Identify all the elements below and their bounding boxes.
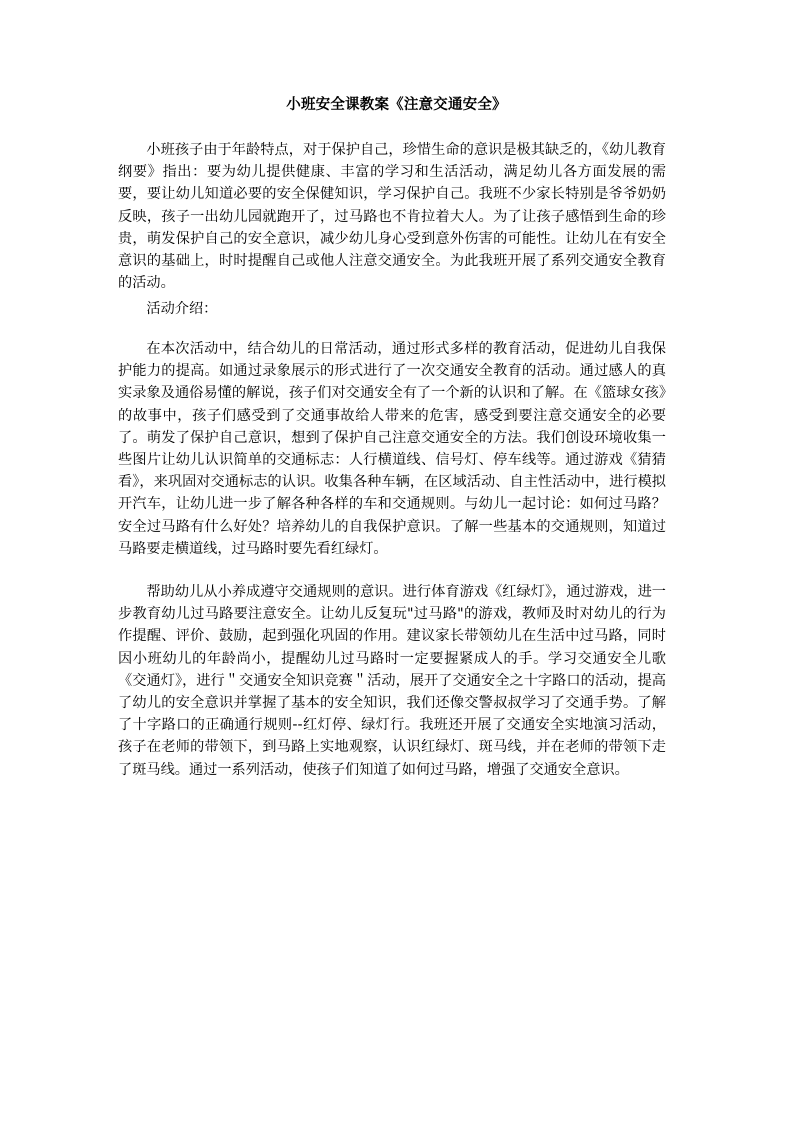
document-title: 小班安全课教案《注意交通安全》 <box>286 97 507 113</box>
paragraph-traffic-rules: 帮助幼儿从小养成遵守交通规则的意识。进行体育游戏《红绿灯》，通过游戏，进一步教育幼儿过马路要注意安全。让幼儿反复玩"过马路"的游戏，教师及时对幼儿的行为作提醒、评价、鼓励，起到强化巩固的作用。建议家长带领幼儿在生活中过马路，同时因小班幼儿的年龄尚小，提醒幼儿过马路时一定要握紧成人的手。学习交通安全儿歌《交通灯》，进行＂交通安全知识竞赛＂活动，展开了交通安全之十字路口的活动，提高了幼儿的安全意识并掌握了基本的安全知识，我们还像交警叔叔学习了交通手势。了解了十字路口的正确通行规则--红灯停、绿灯行。我班还开展了交通安全实地演习活动，孩子在老师的带领下，到马路上实地观察，认识红绿灯、斑马线，并在老师的带领下走了斑马线。通过一系列活动，使孩子们知道了如何过马路，增强了交通安全意识。 <box>118 584 666 778</box>
paragraph-activity-heading: 活动介绍： <box>146 301 218 317</box>
paragraph-intro: 小班孩子由于年龄特点，对于保护自己，珍惜生命的意识是极其缺乏的，《幼儿教育纲要》指出：要为幼儿提供健康、丰富的学习和生活活动，满足幼儿各方面发展的需要，要让幼儿知道必要的安全保健知识，学习保护自己。我班不少家长特别是爷爷奶奶反映，孩子一出幼儿园就跑开了，过马路也不肯拉着大人。为了让孩子感悟到生命的珍贵，萌发保护自己的安全意识，减少幼儿身心受到意外伤害的可能性。让幼儿在有安全意识的基础上，时时提醒自己或他人注意交通安全。为此我班开展了系列交通安全教育的活动。 <box>118 142 666 292</box>
paragraph-activity-description: 在本次活动中，结合幼儿的日常活动，通过形式多样的教育活动，促进幼儿自我保护能力的提高。如通过录象展示的形式进行了一次交通安全教育的活动。通过感人的真实录象及通俗易懂的解说，孩子们对交通安全有了一个新的认识和了解。在《篮球女孩》的故事中，孩子们感受到了交通事故给人带来的危害，感受到要注意交通安全的必要了。萌发了保护自己意识，想到了保护自己注意交通安全的方法。我们创设环境收集一些图片让幼儿认识简单的交通标志：人行横道线、信号灯、停车线等。通过游戏《猜猜看》，来巩固对交通标志的认识。收集各种车辆，在区域活动、自主性活动中，进行模拟开汽车，让幼儿进一步了解各种各样的车和交通规则。与幼儿一起讨论：如何过马路？安全过马路有什么好处？培养幼儿的自我保护意识。了解一些基本的交通规则，知道过马路要走横道线，过马路时要先看红绿灯。 <box>118 341 666 557</box>
